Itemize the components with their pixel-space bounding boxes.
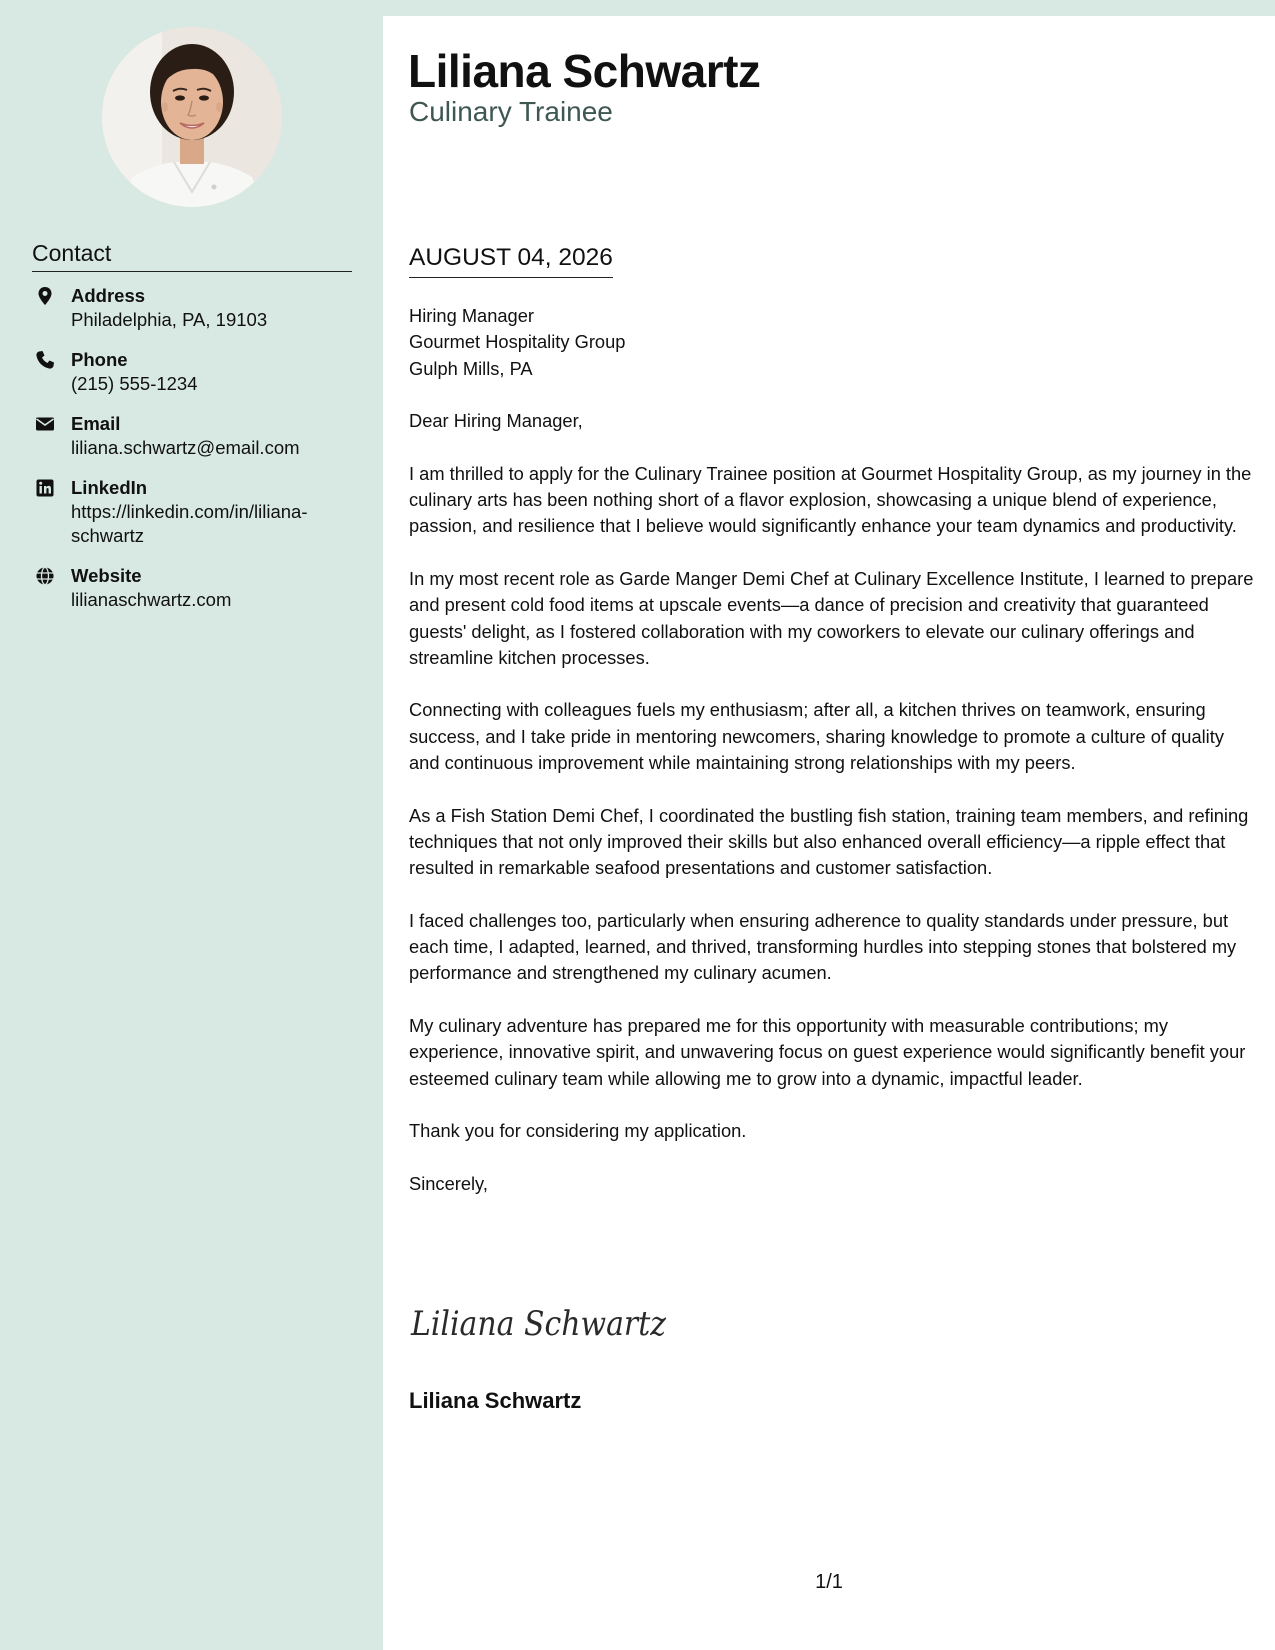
contact-email bbox=[32, 412, 362, 460]
recipient-line: Hiring Manager bbox=[409, 305, 534, 326]
contact-address bbox=[32, 284, 362, 332]
signer-name: Liliana Schwartz bbox=[409, 1388, 582, 1413]
handwritten-signature bbox=[407, 1291, 677, 1351]
contact-linkedin bbox=[32, 476, 362, 548]
phone-icon bbox=[35, 350, 55, 370]
recipient-line: Gulph Mills, PA bbox=[409, 357, 533, 379]
letter-date: AUGUST 04, 2026 bbox=[409, 244, 613, 278]
recipient-line: Gourmet Hospitality Group bbox=[409, 331, 626, 353]
contact-linkedin-label: LinkedIn bbox=[71, 477, 148, 498]
letter-paragraph: Connecting with colleagues fuels my enthusiasm; after all, a kitchen thrives on teamwork, ensuring success, and I take pride in mentoring newcomers, sharing knowledge to promote a culture of quality and continuous improvement while maintaining strong relationships with my peers. bbox=[409, 699, 1224, 774]
contact-heading: Contact bbox=[32, 240, 352, 272]
job-title: Culinary Trainee bbox=[409, 96, 613, 127]
envelope-icon bbox=[35, 414, 55, 434]
letter-paragraph: Thank you for considering my application. bbox=[409, 1120, 747, 1142]
contact-website-label: Website bbox=[71, 565, 142, 586]
globe-icon bbox=[35, 566, 55, 586]
contact-linkedin-value: https://linkedin.com/in/liliana-schwartz bbox=[71, 501, 308, 546]
letter-paragraph: I am thrilled to apply for the Culinary Trainee position at Gourmet Hospitality Group, as my journey in the culinary arts has been nothing short of a flavor explosion, showcasing a unique blend of experience, passion, and resilience that I believe would significantly enhance your team dynamics and productivity. bbox=[409, 462, 1252, 537]
contact-website bbox=[32, 564, 362, 612]
linkedin-icon bbox=[35, 478, 55, 498]
letter-body bbox=[409, 303, 1254, 1223]
contact-phone-label: Phone bbox=[71, 349, 128, 370]
contact-email-label: Email bbox=[71, 413, 121, 434]
recipient-block bbox=[409, 303, 1254, 382]
contact-phone bbox=[32, 348, 362, 396]
closing: Sincerely, bbox=[409, 1172, 488, 1194]
contact-address-value: Philadelphia, PA, 19103 bbox=[71, 309, 268, 330]
salutation: Dear Hiring Manager, bbox=[409, 410, 583, 432]
signature-text: Liliana Schwartz bbox=[410, 1304, 667, 1344]
contact-website-value: lilianaschwartz.com bbox=[71, 589, 232, 610]
sidebar bbox=[0, 0, 383, 1650]
page-number: 1/1 bbox=[815, 1571, 843, 1593]
applicant-name: Liliana Schwartz bbox=[408, 45, 761, 97]
letter-paragraph: As a Fish Station Demi Chef, I coordinated the bustling fish station, training team members, and refining techniques that not only improved their skills but also enhanced overall efficiency—a ripple effect that resulted in remarkable seafood presentations and customer satisfaction. bbox=[409, 804, 1249, 879]
contact-address-label: Address bbox=[71, 285, 146, 306]
letter-paragraph: In my most recent role as Garde Manger Demi Chef at Culinary Excellence Institute, I learned to prepare and present cold food items at upscale events—a dance of precision and creativity that guaranteed guests' delight, as I fostered collaboration with my coworkers to elevate our culinary offerings and streamline kitchen processes. bbox=[409, 567, 1254, 668]
contact-phone-value: (215) 555-1234 bbox=[71, 373, 198, 394]
map-pin-icon bbox=[35, 286, 55, 306]
contact-email-value: liliana.schwartz@email.com bbox=[71, 437, 300, 458]
letter-paragraph: My culinary adventure has prepared me for this opportunity with measurable contributions; my experience, innovative spirit, and unwavering focus on guest experience would significantly benefit your esteemed culinary team while allowing me to grow into a dynamic, impactful leader. bbox=[409, 1015, 1246, 1089]
contact-list bbox=[32, 284, 362, 628]
main-content bbox=[383, 16, 1275, 1650]
letter-paragraph: I faced challenges too, particularly when ensuring adherence to quality standards under pressure, but each time, I adapted, learned, and thrived, transforming hurdles into stepping stones that bolstered my performance and strengthened my culinary acumen. bbox=[409, 909, 1237, 984]
profile-photo bbox=[102, 27, 282, 207]
